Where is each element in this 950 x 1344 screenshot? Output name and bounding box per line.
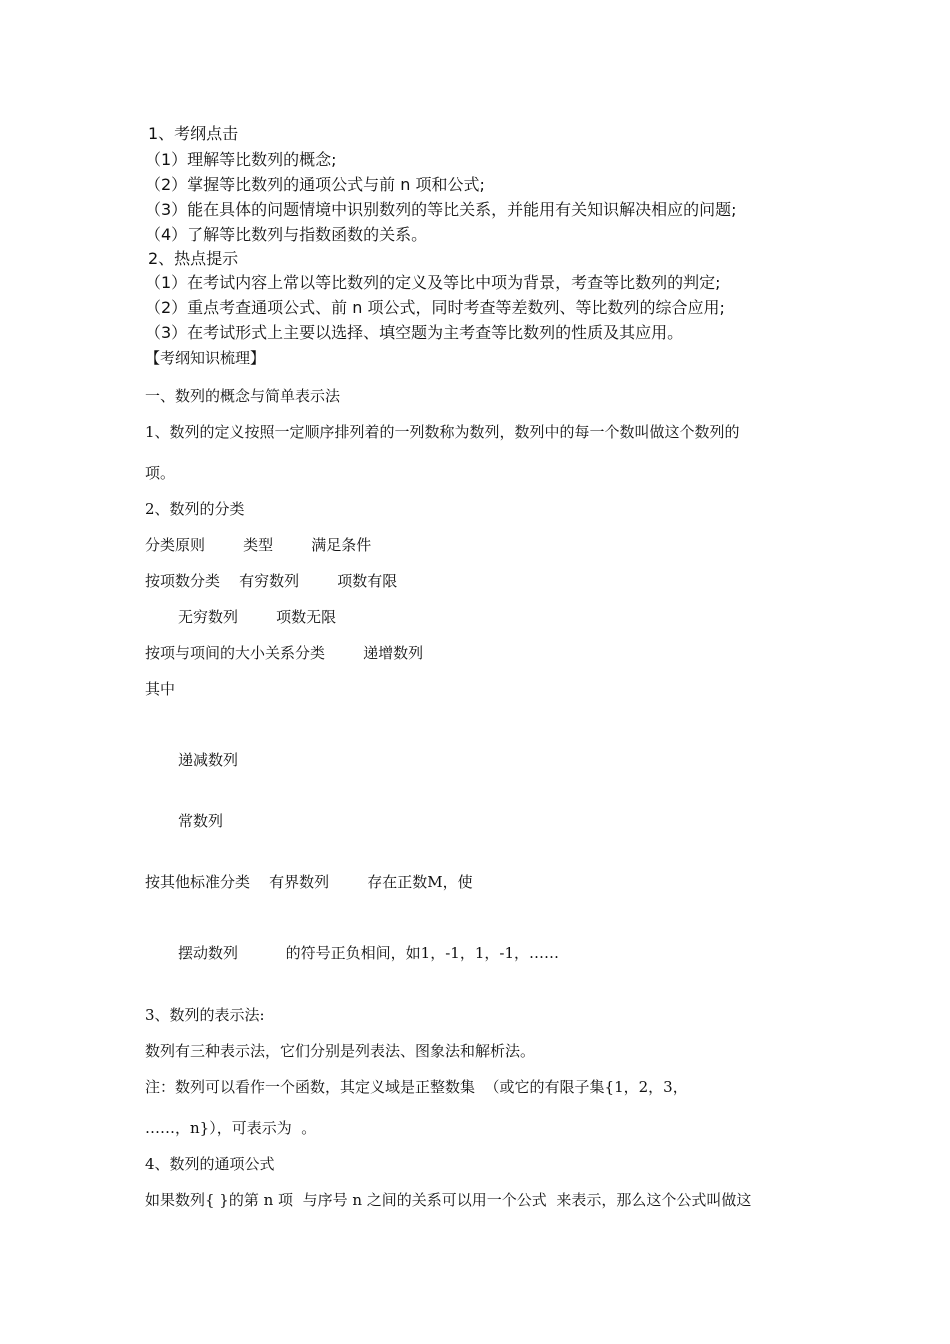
outline-heading: 1、考纲点击 (148, 124, 239, 143)
classification-row-decreasing: 递减数列 (178, 751, 239, 769)
note-line-2: ……，n}），可表示为 。 (145, 1119, 317, 1137)
representation-heading: 3、数列的表示法: (145, 1006, 265, 1024)
hotspots-item-2: （2）重点考查通项公式、前 n 项公式，同时考查等差数列、等比数列的综合应用; (145, 298, 725, 317)
outline-item-3: （3）能在具体的问题情境中识别数列的等比关系，并能用有关知识解决相应的问题; (145, 200, 737, 219)
outline-item-1: （1）理解等比数列的概念; (145, 150, 337, 169)
classification-heading: 2、数列的分类 (145, 500, 245, 518)
definition-line-2: 项。 (145, 464, 176, 482)
outline-item-2: （2）掌握等比数列的通项公式与前 n 项和公式; (145, 175, 485, 194)
classification-header-row: 分类原则 类型 满足条件 (145, 536, 372, 554)
general-term-heading: 4、数列的通项公式 (145, 1155, 275, 1173)
section-heading: 一、数列的概念与简单表示法 (145, 387, 341, 405)
classification-row-finite: 按项数分类 有穷数列 项数有限 (145, 572, 398, 590)
definition-line-1: 1、数列的定义按照一定顺序排列着的一列数称为数列，数列中的每一个数叫做这个数列的 (145, 423, 740, 441)
representation-text: 数列有三种表示法，它们分别是列表法、图象法和解析法。 (145, 1042, 536, 1060)
classification-qizhong: 其中 (145, 680, 176, 698)
classification-row-infinite: 无穷数列 项数无限 (178, 608, 337, 626)
knowledge-title: 【考纲知识梳理】 (145, 349, 266, 367)
note-line-1: 注：数列可以看作一个函数，其定义域是正整数集 （或它的有限子集{1，2，3， (145, 1078, 688, 1096)
general-term-text: 如果数列{ }的第 n 项 与序号 n 之间的关系可以用一个公式 来表示，那么这个公式叫做这 (145, 1191, 752, 1209)
hotspots-heading: 2、热点提示 (148, 249, 239, 268)
classification-row-constant: 常数列 (178, 812, 224, 830)
classification-row-increasing: 按项与项间的大小关系分类 递增数列 (145, 644, 424, 662)
hotspots-item-3: （3）在考试形式上主要以选择、填空题为主考查等比数列的性质及其应用。 (145, 323, 684, 342)
classification-row-bounded: 按其他标准分类 有界数列 存在正数M，使 (145, 873, 473, 891)
outline-item-4: （4）了解等比数列与指数函数的关系。 (145, 225, 428, 244)
hotspots-item-1: （1）在考试内容上常以等比数列的定义及等比中项为背景，考查等比数列的判定; (145, 273, 721, 292)
classification-row-oscillating: 摆动数列 的符号正负相间，如1，-1，1，-1，…… (178, 944, 559, 962)
